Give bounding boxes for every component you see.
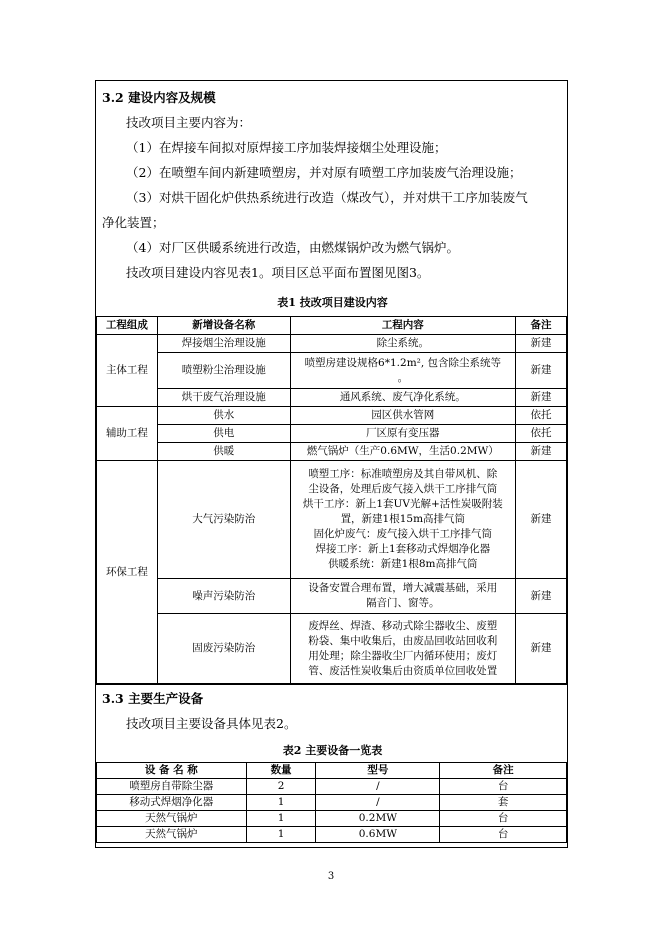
equipment-cell: 噪声污染防治 [157,579,290,614]
header-cell: 新增设备名称 [157,317,290,335]
section-3-2-note: 技改项目建设内容见表1。项目区总平面布置图见图3。 [126,265,430,280]
note-cell: 新建 [516,353,567,389]
quantity-cell: 2 [246,779,316,795]
equipment-cell: 固废污染防治 [157,614,290,684]
table-row [97,443,567,461]
header-cell: 工程内容 [290,317,516,335]
table-header-row [97,763,567,779]
content-line: 厂区原有变压器 [366,427,440,439]
note-cell: 新建 [516,461,567,579]
content-line: 烘干工序：新上1套UV光解+活性炭吸附装 [302,498,503,510]
unit-cell: 台 [440,827,567,843]
content-cell [290,389,516,407]
equipment-cell: 焊接烟尘治理设施 [157,335,290,353]
section-3-2-intro: 技改项目主要内容为： [126,115,252,130]
content-line: 供暖系统：新建1根8m高排气筒 [328,558,478,570]
page-number: 3 [327,871,335,882]
content-cell [290,335,516,353]
content-line: 管、废活性炭收集后由资质单位回收处置 [308,664,498,677]
equipment-name-cell: 天然气锅炉 [97,827,247,843]
model-cell: 0.2MW [316,811,440,827]
content-line: 园区供水管网 [371,409,435,421]
table-row [97,407,567,425]
content-line: 通风系统、废气净化系统。 [339,391,466,403]
model-cell: / [316,779,440,795]
unit-cell: 台 [440,811,567,827]
equipment-cell: 供电 [157,425,290,443]
content-line: 置，新建1根15m高排气筒 [340,513,466,525]
table-row [97,614,567,684]
content-line: 。 [397,371,409,384]
content-line: 焊接工序：新上1套移动式焊烟净化器 [315,543,491,555]
note-cell: 新建 [516,335,567,353]
table-row [97,811,567,827]
content-cell [290,614,516,684]
header-cell: 数量 [246,763,316,779]
content-line: 除尘系统。 [376,337,430,349]
table-row [97,827,567,843]
table-row [97,579,567,614]
content-cell [290,425,516,443]
content-cell [290,443,516,461]
equipment-table [96,762,567,843]
header-cell: 备注 [516,317,567,335]
section-3-3-heading: 3.3 主要生产设备 [102,691,204,706]
equipment-name-cell: 天然气锅炉 [97,811,247,827]
equipment-cell: 供水 [157,407,290,425]
item-2: （2）在喷塑车间内新建喷塑房，并对原有喷塑工序加装废气治理设施； [126,165,522,180]
table-row [97,389,567,407]
content-line: 喷塑工序：标准喷塑房及其自带风机、除 [308,468,498,480]
quantity-cell: 1 [246,795,316,811]
table-row [97,779,567,795]
item-3: （3）对烘干固化炉供热系统进行改造（煤改气），并对烘干工序加装废气 [126,190,528,205]
content-line: 废焊丝、焊渣、移动式除尘器收尘、废塑 [308,619,498,632]
section-3-2-heading: 3.2 建设内容及规模 [102,90,216,105]
model-cell: 0.6MW [316,827,440,843]
table-header-row [97,317,567,335]
content-cell [290,353,516,389]
table-row [97,425,567,443]
group-cell: 辅助工程 [97,407,158,461]
table1-caption: 表1 技改项目建设内容 [277,296,388,309]
section-divider [96,684,567,685]
content-line: 隔音门、窗等。 [366,597,440,609]
group-cell: 主体工程 [97,335,158,407]
header-cell: 设 备 名 称 [97,763,247,779]
content-cell [290,461,516,579]
table2-caption: 表2 主要设备一览表 [282,744,383,757]
unit-cell: 套 [440,795,567,811]
unit-cell: 台 [440,779,567,795]
header-cell: 型号 [316,763,440,779]
item-3-cont: 净化装置； [102,215,165,230]
note-cell: 新建 [516,579,567,614]
content-line: 粉袋、集中收集后，由废品回收站回收利 [308,634,498,647]
document-frame [95,80,568,848]
equipment-name-cell: 移动式焊烟净化器 [97,795,247,811]
content-line: 固化炉废气：废气接入烘干工序排气筒 [313,528,493,540]
group-cell: 环保工程 [97,461,158,684]
quantity-cell: 1 [246,827,316,843]
section-3-3-note: 技改项目主要设备具体见表2。 [126,716,297,731]
item-4: （4）对厂区供暖系统进行改造，由燃煤锅炉改为燃气锅炉。 [126,240,459,255]
header-cell: 工程组成 [97,317,158,335]
content-cell [290,579,516,614]
equipment-cell: 大气污染防治 [157,461,290,579]
table-row [97,353,567,389]
model-cell: / [316,795,440,811]
note-cell: 依托 [516,425,567,443]
equipment-cell: 供暖 [157,443,290,461]
header-cell: 备注 [440,763,567,779]
content-line: 喷塑房建设规格6*1.2m², 包含除尘系统等 [304,356,502,369]
equipment-cell: 烘干废气治理设施 [157,389,290,407]
content-line: 尘设备，处理后废气接入烘干工序排气筒 [308,483,498,495]
content-line: 用处理；除尘器收尘厂内循环使用；废灯 [308,649,498,662]
quantity-cell: 1 [246,811,316,827]
table-row [97,795,567,811]
note-cell: 新建 [516,614,567,684]
content-cell [290,407,516,425]
item-1: （1）在焊接车间拟对原焊接工序加装焊接烟尘处理设施； [126,140,447,155]
table-row [97,461,567,579]
note-cell: 新建 [516,389,567,407]
note-cell: 新建 [516,443,567,461]
equipment-cell: 喷塑粉尘治理设施 [157,353,290,389]
note-cell: 依托 [516,407,567,425]
content-line: 燃气锅炉（生产0.6MW，生活0.2MW） [306,445,499,457]
content-line: 设备安置合理布置，增大减震基础，采用 [308,582,498,594]
table-row [97,335,567,353]
equipment-name-cell: 喷塑房自带除尘器 [97,779,247,795]
construction-table [96,316,567,684]
